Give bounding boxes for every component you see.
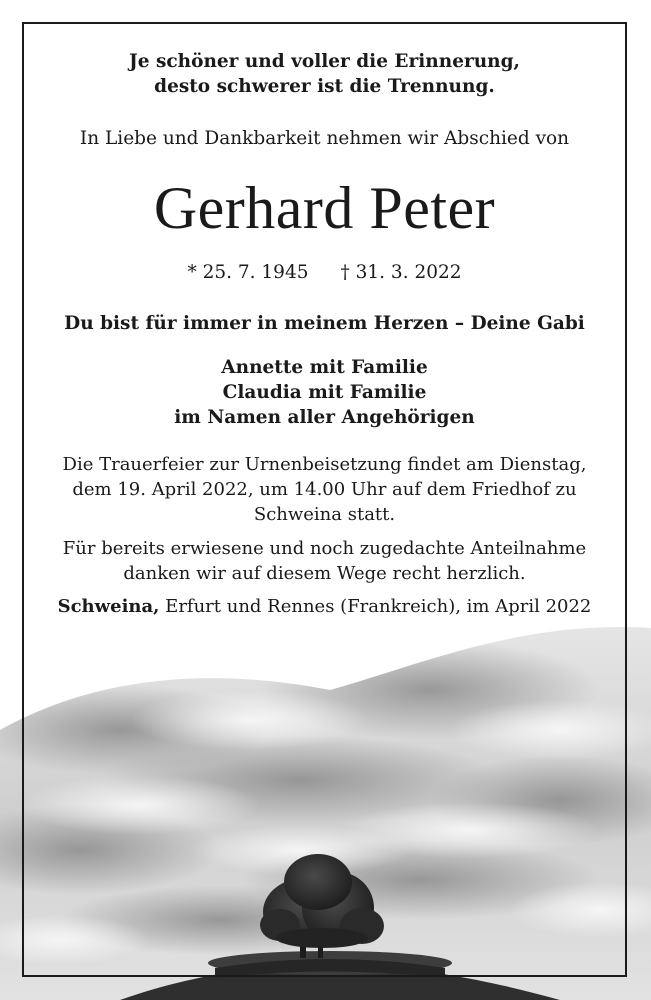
motto [24,49,625,99]
family-line: Annette mit Familie [221,357,428,378]
life-dates [24,260,625,285]
motto-line: Je schöner und voller die Erinnerung, [129,51,520,72]
family-line: im Namen aller Angehörigen [174,407,475,428]
thanks-line: Für bereits erwiesene und noch zugedachte Anteilnahme [62,538,587,559]
tree-landscape-photo [0,620,651,1000]
intro-text: In Liebe und Dankbarkeit nehmen wir Abschied von [79,128,570,149]
dedication: Du bist für immer in meinem Herzen – Deine Gabi [64,313,585,334]
thanks-line: danken wir auf diesem Wege recht herzlich. [123,563,526,584]
birth-date: * 25. 7. 1945 [187,262,309,283]
family-line: Claudia mit Familie [222,382,427,403]
place-rest: Erfurt und Rennes (Frankreich), im April 2022 [159,596,592,617]
service-line: Die Trauerfeier zur Urnenbeisetzung findet am Dienstag, [62,454,587,475]
place-town: Schweina, [57,596,160,617]
family-list [24,355,625,430]
deceased-name: Gerhard Peter [153,175,496,241]
place-and-date [24,594,625,619]
service-line: Schweina statt. [253,504,396,525]
thanks-notice [24,536,625,586]
motto-line: desto schwerer ist die Trennung. [154,76,495,97]
death-date: † 31. 3. 2022 [340,262,462,283]
service-line: dem 19. April 2022, um 14.00 Uhr auf dem Friedhof zu [72,479,577,500]
service-notice [24,452,625,527]
